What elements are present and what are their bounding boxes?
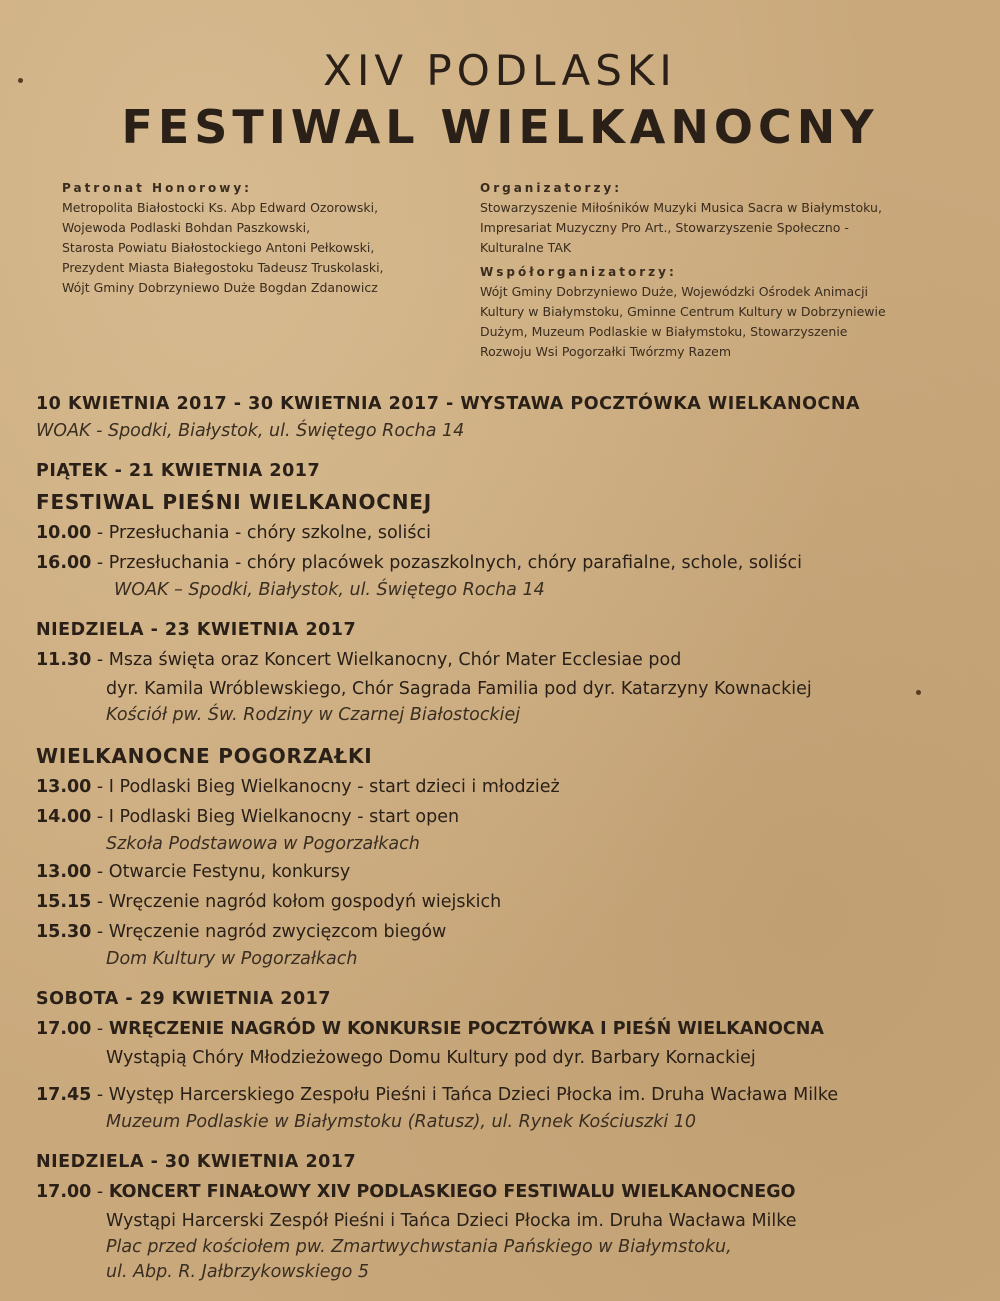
patronat-line: Starosta Powiatu Białostockiego Antoni Pełkowski,: [62, 240, 375, 255]
day-heading: NIEDZIELA - 23 KWIETNIA 2017: [36, 620, 357, 640]
exhibition-heading: 10 KWIETNIA 2017 - 30 KWIETNIA 2017 - WYSTAWA POCZTÓWKA WIELKANOCNA: [36, 394, 861, 414]
organizatorzy-heading: Organizatorzy:: [480, 181, 623, 195]
event-item: [36, 772, 976, 802]
event-time: 13.00: [36, 777, 92, 797]
event-item: [36, 645, 976, 675]
event-text: - Przesłuchania - chóry szkolne, soliści: [91, 523, 431, 543]
event-text-continued: Wystąpią Chóry Młodzieżowego Domu Kultury pod dyr. Barbary Kornackiej: [106, 1048, 756, 1068]
event-item: [36, 917, 976, 947]
wspolorganizatorzy-line: Rozwoju Wsi Pogorzałki Twórzmy Razem: [480, 344, 731, 359]
wspolorganizatorzy-line: Dużym, Muzeum Podlaskie w Białymstoku, Stowarzyszenie: [480, 324, 848, 339]
event-item: [36, 887, 976, 917]
event-text-continued: Wystąpi Harcerski Zespół Pieśni i Tańca Dzieci Płocka im. Druha Wacława Milke: [106, 1211, 797, 1231]
organizatorzy-line: Impresariat Muzyczny Pro Art., Stowarzyszenie Społeczno -: [480, 220, 849, 235]
event-time: 17.00: [36, 1019, 92, 1039]
event-time: 13.00: [36, 862, 92, 882]
event-item: [36, 1177, 976, 1207]
day-heading: NIEDZIELA - 30 KWIETNIA 2017: [36, 1152, 357, 1172]
event-text: - Wręczenie nagród zwycięzcom biegów: [91, 922, 447, 942]
event-separator: -: [91, 1182, 109, 1202]
section-title: FESTIWAL PIEŚNI WIELKANOCNEJ: [36, 490, 433, 514]
patronat-section: [62, 178, 452, 298]
event-location: WOAK - Spodki, Białystok, ul. Świętego Rocha 14: [36, 421, 465, 441]
event-text: - Msza święta oraz Koncert Wielkanocny, Chór Mater Ecclesiae pod: [91, 650, 682, 670]
event-time: 15.30: [36, 922, 92, 942]
event-time: 10.00: [36, 523, 92, 543]
event-text: - Występ Harcerskiego Zespołu Pieśni i Tańca Dzieci Płocka im. Druha Wacława Milke: [91, 1085, 839, 1105]
day-heading: SOBOTA - 29 KWIETNIA 2017: [36, 989, 331, 1009]
event-location: Kościół pw. Św. Rodziny w Czarnej Białostockiej: [106, 705, 521, 725]
event-separator: -: [91, 1019, 109, 1039]
event-time: 14.00: [36, 807, 92, 827]
event-text-continued: dyr. Kamila Wróblewskiego, Chór Sagrada Familia pod dyr. Katarzyny Kownackiej: [106, 679, 812, 699]
event-location: Dom Kultury w Pogorzałkach: [106, 949, 358, 969]
event-location: WOAK – Spodki, Białystok, ul. Świętego Rocha 14: [114, 580, 545, 600]
event-text: - Wręczenie nagród kołom gospodyń wiejskich: [91, 892, 502, 912]
event-time: 11.30: [36, 650, 92, 670]
event-text: - Przesłuchania - chóry placówek pozaszkolnych, chóry parafialne, schole, soliści: [91, 553, 802, 573]
organizers-section: [480, 178, 950, 362]
event-time: 17.45: [36, 1085, 92, 1105]
schedule: [36, 389, 976, 1285]
event-item: [36, 548, 976, 578]
event-time: 15.15: [36, 892, 92, 912]
event-item: [36, 518, 976, 548]
festival-title-line1: XIV PODLASKI: [323, 46, 677, 95]
event-item: [36, 1014, 976, 1044]
event-text: - I Podlaski Bieg Wielkanocny - start dzieci i młodzież: [91, 777, 560, 797]
event-time: 17.00: [36, 1182, 92, 1202]
wspolorganizatorzy-line: Wójt Gminy Dobrzyniewo Duże, Wojewódzki Ośrodek Animacji: [480, 284, 869, 299]
event-item: [36, 857, 976, 887]
event-location: ul. Abp. R. Jałbrzykowskiego 5: [106, 1262, 369, 1282]
organizatorzy-line: Stowarzyszenie Miłośników Muzyki Musica Sacra w Białymstoku,: [480, 200, 882, 215]
section-title: WIELKANOCNE POGORZAŁKI: [36, 744, 373, 768]
event-item: [36, 802, 976, 832]
organizatorzy-line: Kulturalne TAK: [480, 240, 572, 255]
wspolorganizatorzy-line: Kultury w Białymstoku, Gminne Centrum Kultury w Dobrzyniewie: [480, 304, 886, 319]
event-text: - Otwarcie Festynu, konkursy: [91, 862, 351, 882]
event-location: Szkoła Podstawowa w Pogorzałkach: [106, 834, 420, 854]
event-item: [36, 1080, 976, 1110]
event-text: - I Podlaski Bieg Wielkanocny - start open: [91, 807, 460, 827]
patronat-line: Prezydent Miasta Białegostoku Tadeusz Truskolaski,: [62, 260, 384, 275]
patronat-heading: Patronat Honorowy:: [62, 181, 252, 195]
event-location: Plac przed kościołem pw. Zmartwychwstania Pańskiego w Białymstoku,: [106, 1237, 732, 1257]
patronat-line: Wójt Gminy Dobrzyniewo Duże Bogdan Zdanowicz: [62, 280, 378, 295]
day-heading: PIĄTEK - 21 KWIETNIA 2017: [36, 461, 321, 481]
event-time: 16.00: [36, 553, 92, 573]
patronat-line: Metropolita Białostocki Ks. Abp Edward Ozorowski,: [62, 200, 379, 215]
event-text: WRĘCZENIE NAGRÓD W KONKURSIE POCZTÓWKA I PIEŚŃ WIELKANOCNA: [108, 1019, 824, 1039]
patronat-line: Wojewoda Podlaski Bohdan Paszkowski,: [62, 220, 311, 235]
festival-title-line2: FESTIWAL WIELKANOCNY: [121, 100, 879, 154]
event-location: Muzeum Podlaskie w Białymstoku (Ratusz), ul. Rynek Kościuszki 10: [106, 1112, 697, 1132]
event-text: KONCERT FINAŁOWY XIV PODLASKIEGO FESTIWALU WIELKANOCNEGO: [108, 1182, 796, 1202]
wspolorganizatorzy-heading: Współorganizatorzy:: [480, 265, 677, 279]
